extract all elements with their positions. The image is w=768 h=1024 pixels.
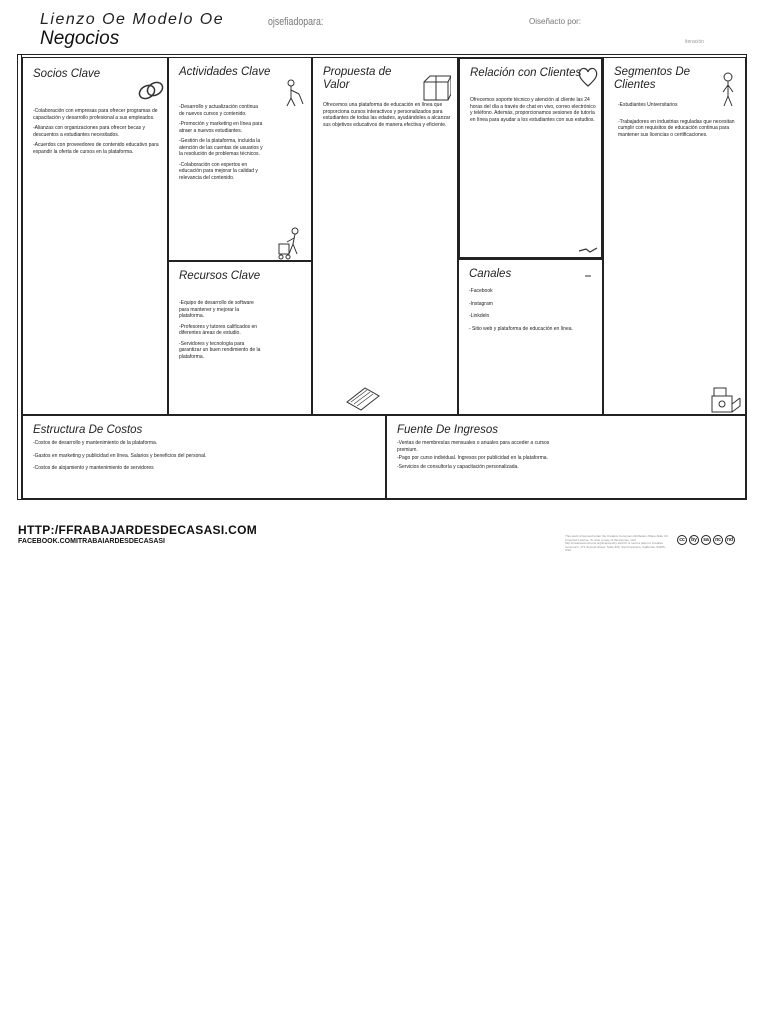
list-item: -Alianzas con organizaciones para ofrecer becas y descuentos a estudiantes necesitados. — [33, 125, 146, 138]
list-item: - Sitio web y plataforma de educación en línea. — [469, 325, 573, 332]
list-item: -Colaboración con empresas para ofrecer programas de capacitación y desarrollo profesional a sus empleados. — [33, 108, 158, 121]
truck-icon — [585, 274, 591, 278]
worker-activity-icon — [281, 78, 307, 108]
block-body — [323, 102, 451, 132]
block-title: Actividades Clave — [179, 66, 271, 78]
footer-facebook-link[interactable]: FACEBOOK.COMITRABAIARDESDECASASI — [18, 538, 166, 545]
list-item: -Facebook — [469, 288, 493, 294]
block-customer-relationships — [458, 57, 603, 259]
list-item: Ofrecemos soporte técnico y atención al cliente las 24 horas del día a través de chat en vivo, correo electrónico y teléfono. Además, proporcionamos sesiones de tutoría en línea para ayudar a los estudiantes con sus estudios. — [470, 97, 596, 123]
iteration-label: iteración — [685, 39, 704, 45]
block-title: Relación con Clientes — [470, 67, 582, 79]
license-text: This work is licensed under the Creative Commons Attribution-Share Alike 3.0 Unported License. To view a copy of this license, visit http://creativecommons.org/licenses/by-sa/3.0/ or send a letter to Creative Commons, 171 Second Street, Suite 300, San Francisco, California, 94105, USA. — [565, 534, 669, 553]
block-body — [33, 108, 165, 159]
block-body — [470, 97, 598, 127]
list-item: -Gastos en marketing y publicidad en línea. Salarios y beneficios del personal. — [33, 452, 207, 459]
block-cost-structure — [22, 415, 386, 499]
title-line-1: Lienzo Oe Modelo Oe — [40, 11, 225, 28]
list-item: -Promoción y marketing en línea para atraer a nuevos estudiantes. — [179, 121, 263, 134]
block-channels — [458, 259, 603, 415]
list-item: -Costos de alojamiento y mantenimiento de servidores — [33, 465, 154, 471]
cc-nd-icon: nd — [726, 537, 734, 543]
worker-pushing-cart-icon — [277, 226, 307, 260]
block-key-resources — [168, 261, 312, 415]
block-body — [469, 288, 597, 336]
cc-sa-icon: sa — [701, 535, 711, 545]
cc-nc-icon: nc — [713, 535, 723, 545]
gift-box-icon — [421, 72, 451, 102]
block-revenue-streams — [386, 415, 746, 499]
list-item: -Instagram — [469, 300, 493, 307]
block-body — [618, 102, 742, 142]
list-item: -Ventas de membresías mensuales o anuales para acceder a cursos premium. — [397, 440, 550, 453]
designed-for-label: ojsefiadopara: — [268, 16, 324, 28]
list-item: -Desarrollo y actualización continua de nuevos cursos y contenido. — [179, 104, 258, 117]
block-body — [397, 440, 557, 474]
list-item: -Profesores y tutores calificados en diferentes áreas de estudio. — [179, 323, 258, 336]
block-key-partners — [22, 57, 168, 415]
block-title: Estructura De Costos — [33, 424, 143, 436]
cc-icon: cc — [677, 535, 687, 545]
list-item: -Trabajadores en industrias reguladas que necesitan cumplir con requisitos de educación continua para mantener sus licencias o certificaciones. — [618, 118, 735, 138]
block-title: Socios Clave — [33, 68, 101, 80]
list-item: -Linkdeln — [469, 313, 490, 319]
block-value-proposition — [312, 57, 458, 415]
cc-by-icon: by — [689, 535, 699, 545]
block-body — [179, 300, 263, 364]
paper-stack-icon — [343, 384, 383, 412]
designed-by-label: Oiseñacto por: — [529, 17, 582, 26]
handshake-icon — [578, 245, 598, 255]
list-item: -Pago por curso individual. Ingresos por publicidad en la plataforma. — [397, 455, 548, 461]
list-item: -Estudiantes Universitarios — [618, 102, 678, 108]
block-title: Segmentos De Clientes — [614, 66, 691, 92]
footer-website-link[interactable]: HTTP:/FFRABAJARDESDECASASI.COM — [18, 523, 258, 537]
block-body — [33, 440, 373, 476]
list-item: -Servidores y tecnología para garantizar un buen rendimiento de la plataforma. — [179, 340, 261, 360]
heart-icon — [576, 65, 600, 89]
list-item: Ofrecemos una plataforma de educación en línea que proporciona cursos interactivos y personalizados para estudiantes de todas las edades, ayudándoles a alcanzar sus objetivos educativos de manera efectiva y eficiente. — [323, 102, 451, 128]
block-title: Recursos Clave — [179, 270, 261, 282]
title-line-2: Negocios — [40, 28, 120, 49]
chain-link-icon — [137, 78, 165, 104]
block-title: Propuesta de Valor — [323, 66, 392, 92]
list-item: -Colaboración con expertos en educación para mejorar la calidad y relevancia del contenido. — [179, 161, 258, 181]
list-item: -Acuerdos con proveedores de contenido educativo para expandir la oferta de cursos en la plataforma. — [33, 142, 159, 155]
list-item: -Servicios de consultoría y capacitación personalizada. — [397, 463, 519, 470]
list-item: -Costos de desarrollo y mantenimiento de la plataforma. — [33, 440, 158, 446]
block-customer-segments — [603, 57, 746, 415]
block-title: Canales — [469, 268, 512, 280]
list-item: -Equipo de desarrollo de software para mantener y mejorar la plataforma. — [179, 300, 254, 319]
block-key-activities — [168, 57, 312, 261]
business-model-canvas — [17, 54, 747, 500]
list-item: -Gestión de la plataforma, incluida la atención de las cuentas de usuarios y la resolución de problemas técnicos. — [179, 138, 263, 157]
block-title: Fuente De Ingresos — [397, 424, 499, 436]
creative-commons-icons — [677, 535, 735, 545]
cash-register-icon — [708, 384, 744, 416]
block-body — [179, 104, 263, 185]
